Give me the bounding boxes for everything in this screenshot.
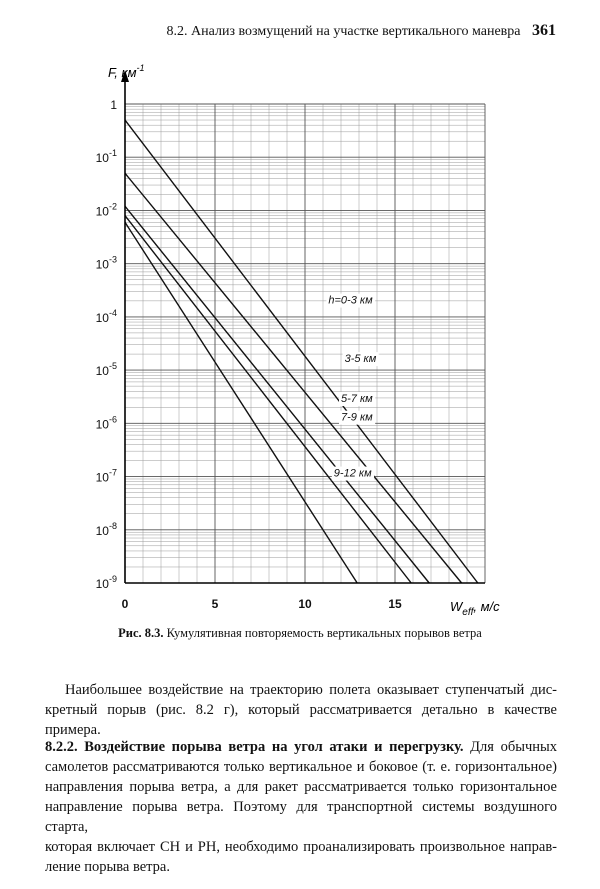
x-axis-title-sub: eff bbox=[462, 607, 474, 618]
x-tick-label: 15 bbox=[388, 597, 402, 611]
paragraph-line: Наибольшее воздействие на траекторию полета оказывает ступенчатый дис- bbox=[65, 682, 557, 698]
y-tick-label: $10^{-9}$ bbox=[95, 574, 117, 591]
y-axis-title bbox=[108, 63, 145, 80]
series-label: h=0-3 км bbox=[328, 294, 373, 307]
paragraph-line: ление порыва ветра. bbox=[45, 859, 170, 875]
chart-axes bbox=[121, 70, 485, 583]
paragraph-line: самолетов рассматриваются только вертикальное и боковое (т. е. горизонтальное) bbox=[45, 759, 557, 775]
x-axis-title-main: W bbox=[450, 599, 463, 614]
paragraph-line-rest: Для обычных bbox=[470, 739, 557, 755]
paragraph-line: которая включает СН и РН, необходимо проанализировать произвольное направ- bbox=[45, 839, 557, 855]
figure-caption-text: Кумулятивная повторяемость вертикальных порывов ветра bbox=[166, 626, 482, 640]
y-axis-title-main: F bbox=[108, 65, 115, 80]
x-tick-label: 5 bbox=[211, 597, 219, 611]
page-number: 361 bbox=[532, 22, 556, 39]
series-label: 7-9 км bbox=[341, 411, 373, 424]
series-line bbox=[125, 222, 357, 583]
y-tick-label: $10^{-1}$ bbox=[95, 148, 117, 166]
chart-y-tick-labels bbox=[96, 98, 118, 591]
chart-x-tick-labels bbox=[122, 597, 402, 611]
y-tick-label: $10^{-3}$ bbox=[95, 254, 117, 272]
series-label: 3-5 км bbox=[344, 353, 377, 366]
y-tick-label: $10^{-4}$ bbox=[95, 307, 117, 325]
y-axis-title-exp: -1 bbox=[136, 63, 145, 73]
y-tick-label: $10^{-5}$ bbox=[95, 361, 117, 379]
figure-caption-label: Рис. 8.3. bbox=[118, 626, 164, 640]
y-axis-title-unit: , км bbox=[114, 65, 137, 80]
running-header bbox=[0, 22, 556, 40]
paragraph-gust-intro bbox=[45, 680, 557, 740]
x-tick-label: 0 bbox=[121, 597, 129, 611]
paragraph-line: направление порыва ветра. Поэтому для транспортной системы воздушного старта, bbox=[45, 799, 557, 835]
paragraph-section-8-2-2 bbox=[45, 737, 557, 877]
x-axis-title bbox=[450, 599, 500, 618]
series-label: 5-7 км bbox=[341, 393, 373, 406]
x-tick-label: 10 bbox=[298, 597, 312, 611]
chart-series-labels bbox=[326, 294, 378, 481]
y-tick-label: $10^{-7}$ bbox=[95, 467, 117, 485]
paragraph-line: кретный порыв (рис. 8.2 г), который рассматривается детально в качестве примера. bbox=[45, 702, 557, 738]
y-tick-label: 1 bbox=[110, 98, 117, 112]
paragraph-line: направления порыва ветра, а для ракет рассматривается только горизонтальное bbox=[45, 779, 557, 795]
series-label: 9-12 км bbox=[333, 467, 372, 480]
y-tick-label: $10^{-6}$ bbox=[95, 414, 117, 432]
figure-caption bbox=[0, 626, 600, 641]
cumulative-frequency-chart bbox=[0, 55, 600, 625]
x-axis-title-unit: , м/с bbox=[473, 599, 500, 614]
y-tick-label: $10^{-2}$ bbox=[95, 201, 117, 219]
series-line bbox=[125, 206, 429, 583]
running-header-title: 8.2. Анализ возмущений на участке вертикального маневра bbox=[166, 24, 521, 39]
y-tick-label: $10^{-8}$ bbox=[95, 520, 117, 538]
paragraph-line bbox=[45, 737, 557, 757]
section-heading: 8.2.2. Воздействие порыва ветра на угол атаки и перегрузку. bbox=[45, 739, 464, 755]
